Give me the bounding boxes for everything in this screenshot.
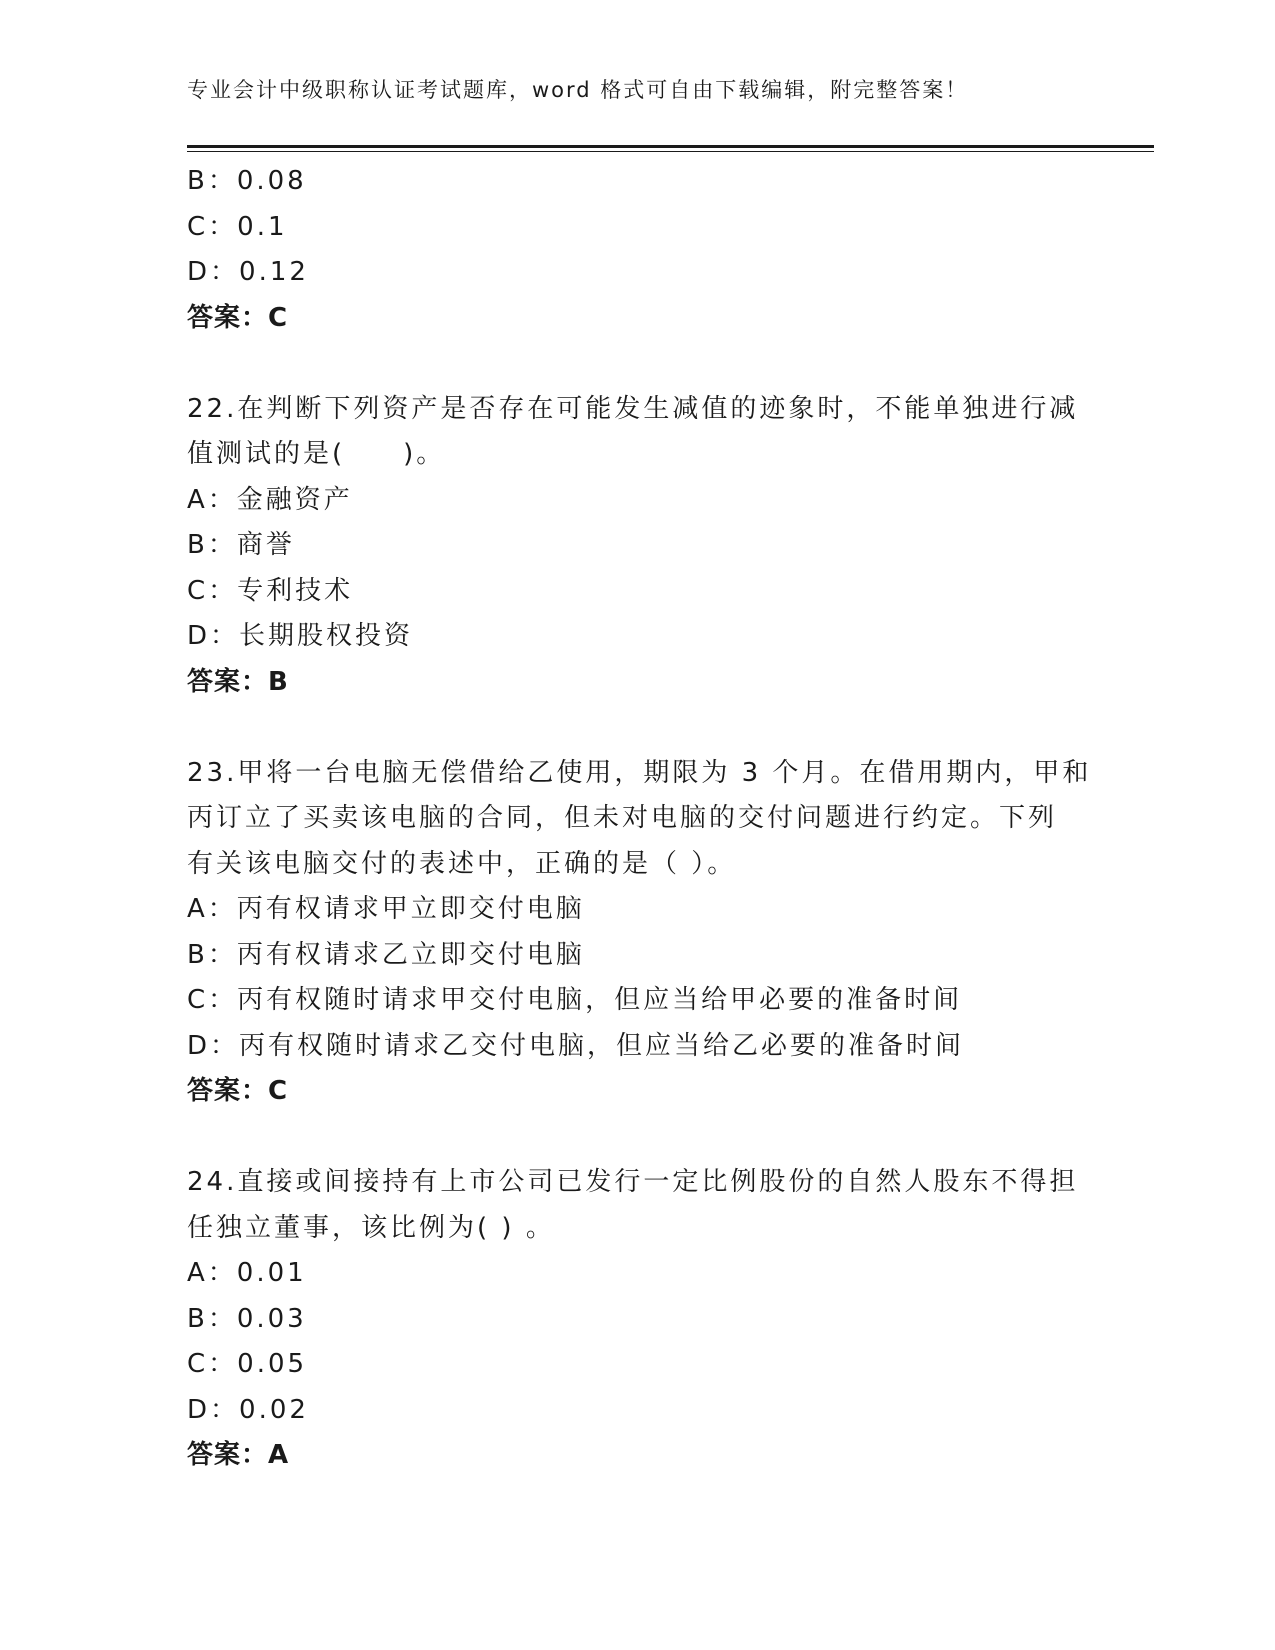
option-a: A：0.01	[187, 1258, 307, 1288]
question-list	[187, 159, 1092, 1479]
question-22	[187, 387, 1087, 706]
answer: 答案：C	[187, 302, 289, 333]
option-b: B：0.08	[187, 166, 307, 196]
option-b: B：丙有权请求乙立即交付电脑	[187, 939, 585, 970]
option-d: D：丙有权随时请求乙交付电脑，但应当给乙必要的准备时间	[187, 1030, 965, 1061]
option-d: D：0.12	[187, 257, 309, 287]
question-stem-line: 23.甲将一台电脑无偿借给乙使用，期限为 3 个月。在借用期内，甲和	[187, 757, 1092, 788]
option-a: A：金融资产	[187, 484, 353, 515]
option-d: D：长期股权投资	[187, 621, 414, 651]
question-stem-line: 任独立董事，该比例为( ) 。	[187, 1212, 555, 1243]
question-stem-line: 有关该电脑交付的表述中，正确的是（ ）。	[187, 848, 737, 879]
carryover-question	[187, 159, 1087, 341]
option-c: C：专利技术	[187, 575, 354, 606]
option-b: B：商誉	[187, 530, 295, 560]
option-d: D：0.02	[187, 1394, 309, 1425]
question-stem-line: 丙订立了买卖该电脑的合同，但未对电脑的交付问题进行约定。下列	[187, 803, 1058, 833]
spacer	[187, 341, 1087, 387]
question-stem-line: 22.在判断下列资产是否存在可能发生减值的迹象时，不能单独进行减	[187, 393, 1079, 424]
page-header: 专业会计中级职称认证考试题库，word 格式可自由下载编辑，附完整答案！	[187, 78, 969, 102]
answer: 答案：A	[187, 1440, 290, 1470]
option-a: A：丙有权请求甲立即交付电脑	[187, 894, 585, 924]
question-stem-line: 值测试的是( )。	[187, 439, 446, 469]
question-24	[187, 1160, 1087, 1479]
answer: 答案：C	[187, 1076, 289, 1106]
question-stem-line: 24.直接或间接持有上市公司已发行一定比例股份的自然人股东不得担	[187, 1167, 1079, 1197]
option-c: C：0.05	[187, 1349, 308, 1379]
spacer	[187, 1115, 1087, 1161]
spacer	[187, 705, 1087, 751]
option-c: C：丙有权随时请求甲交付电脑，但应当给甲必要的准备时间	[187, 985, 963, 1015]
option-c: C：0.1	[187, 211, 288, 242]
header-rule-thin	[187, 151, 1154, 152]
header-rule-thick	[187, 145, 1154, 148]
question-23	[187, 751, 1092, 1115]
answer: 答案：B	[187, 666, 289, 697]
option-b: B：0.03	[187, 1303, 307, 1334]
